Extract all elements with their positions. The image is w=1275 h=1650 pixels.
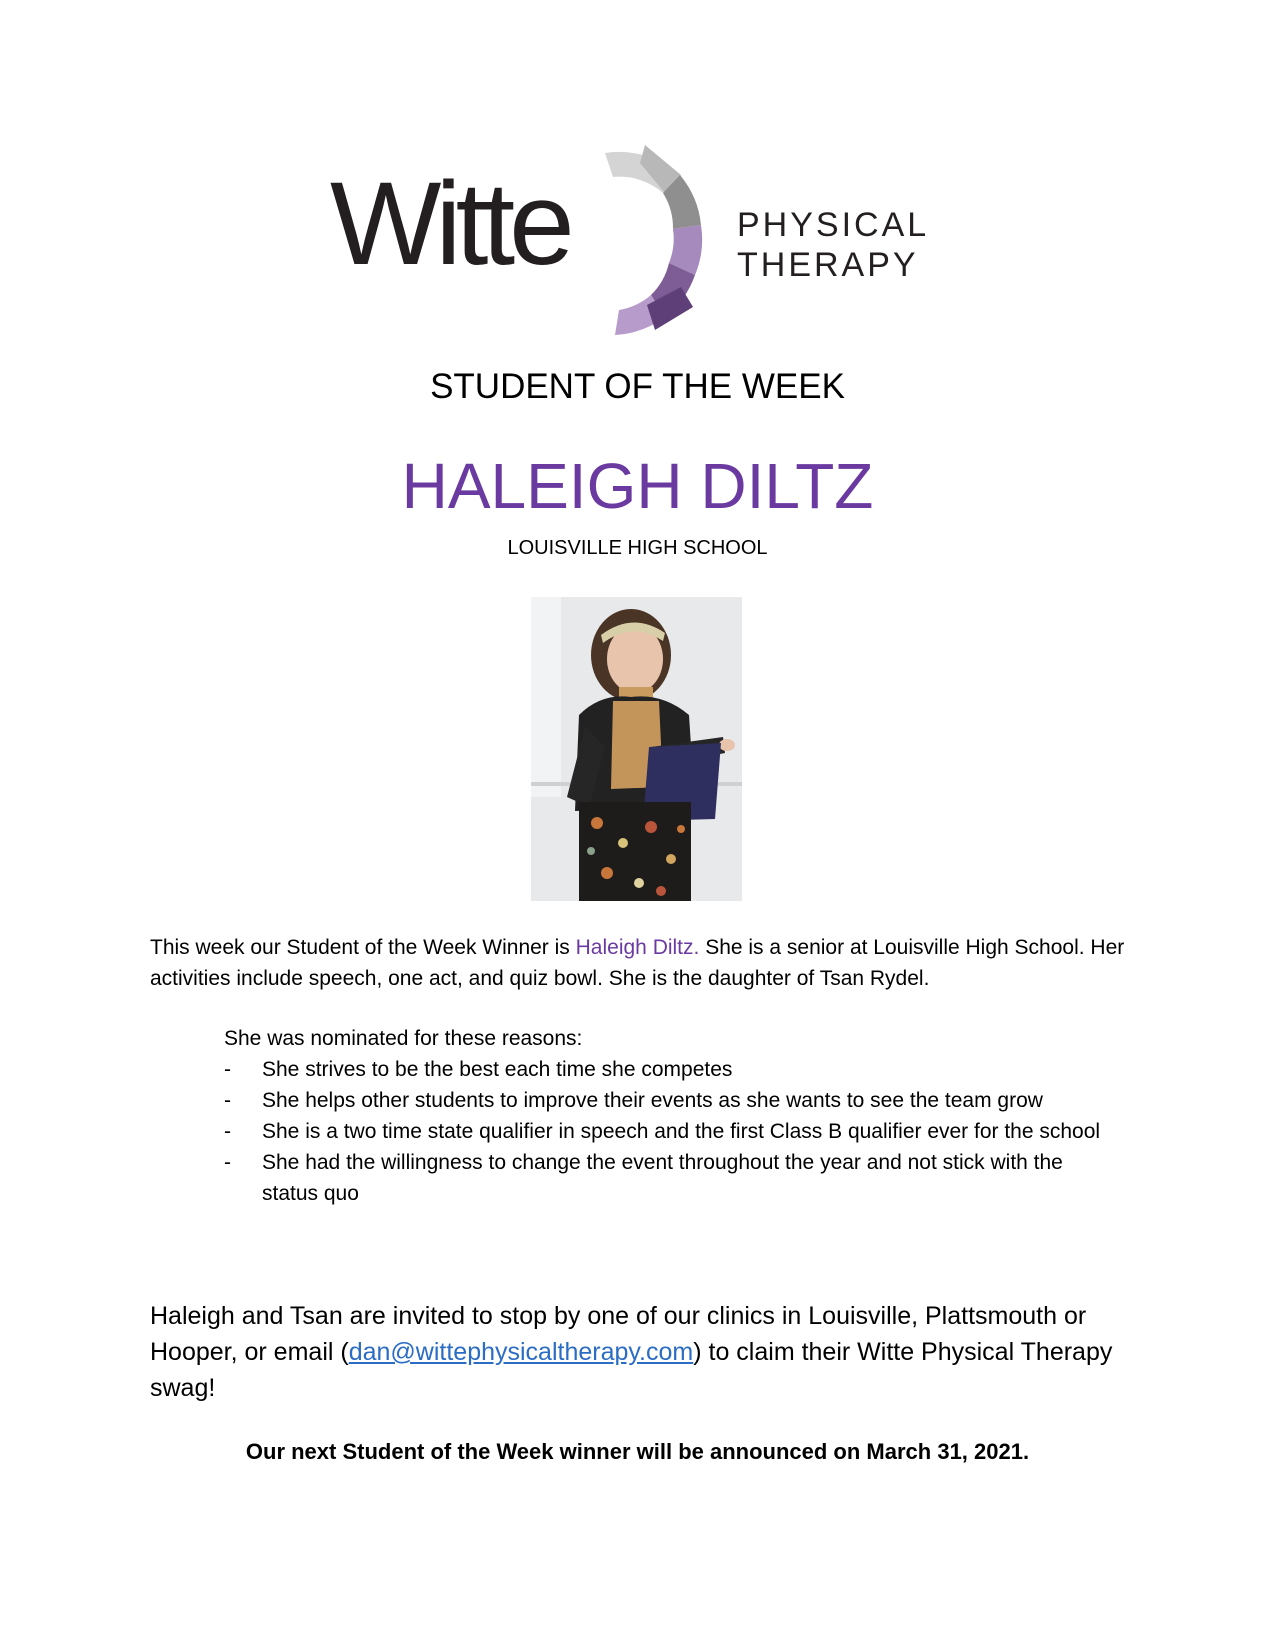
bullet-dash: - xyxy=(224,1089,231,1112)
logo-tagline-line2: THERAPY xyxy=(737,246,919,284)
list-item xyxy=(224,1116,1124,1147)
invite-text-start: Haleigh and Tsan are invited to stop by one of our clinics in Louisville, Plattsmouth or Hooper, or email ( xyxy=(150,1302,1087,1366)
student-photo xyxy=(531,597,742,901)
student-photo-image xyxy=(531,597,742,901)
list-item-text: She is a two time state qualifier in speech and the first Class B qualifier ever for the school xyxy=(262,1120,1101,1143)
list-item-text: She had the willingness to change the event throughout the year and not stick with the status quo xyxy=(262,1151,1063,1205)
witte-logo xyxy=(330,145,930,340)
list-item-text: She strives to be the best each time she competes xyxy=(262,1058,733,1081)
bullet-dash: - xyxy=(224,1120,231,1143)
next-announcement: Our next Student of the Week winner will be announced on March 31, 2021. xyxy=(245,1439,1030,1464)
page-title: STUDENT OF THE WEEK xyxy=(430,367,845,406)
list-item xyxy=(224,1147,1124,1209)
logo-arc-icon xyxy=(585,145,715,340)
intro-text-start: This week our Student of the Week Winner is xyxy=(150,936,576,959)
invite-paragraph xyxy=(150,1298,1150,1406)
list-item xyxy=(224,1054,1124,1085)
invite-text-end: ) to claim their Witte Physical Therapy swag! xyxy=(150,1338,1113,1402)
logo-tagline xyxy=(737,205,929,285)
bullet-dash: - xyxy=(224,1151,231,1174)
list-item-text: She helps other students to improve their events as she wants to see the team grow xyxy=(262,1089,1043,1112)
reasons-lead: She was nominated for these reasons: xyxy=(224,1027,583,1050)
nomination-reasons xyxy=(224,1023,1124,1209)
intro-highlight-name: Haleigh Diltz. xyxy=(575,936,700,959)
logo-wordmark: Witte xyxy=(330,158,569,290)
logo-tagline-line1: PHYSICAL xyxy=(737,206,930,244)
intro-text-end: She is a senior at Louisville High School. Her activities include speech, one act, and quiz bowl. She is the daughter of Tsan Rydel. xyxy=(150,936,1125,990)
bullet-dash: - xyxy=(224,1058,231,1081)
intro-paragraph xyxy=(150,932,1140,994)
list-item xyxy=(224,1085,1124,1116)
email-link[interactable]: dan@wittephysicaltherapy.com xyxy=(348,1338,694,1366)
reasons-list xyxy=(224,1054,1124,1209)
winner-school: LOUISVILLE HIGH SCHOOL xyxy=(507,537,768,559)
winner-name: HALEIGH DILTZ xyxy=(401,450,874,522)
